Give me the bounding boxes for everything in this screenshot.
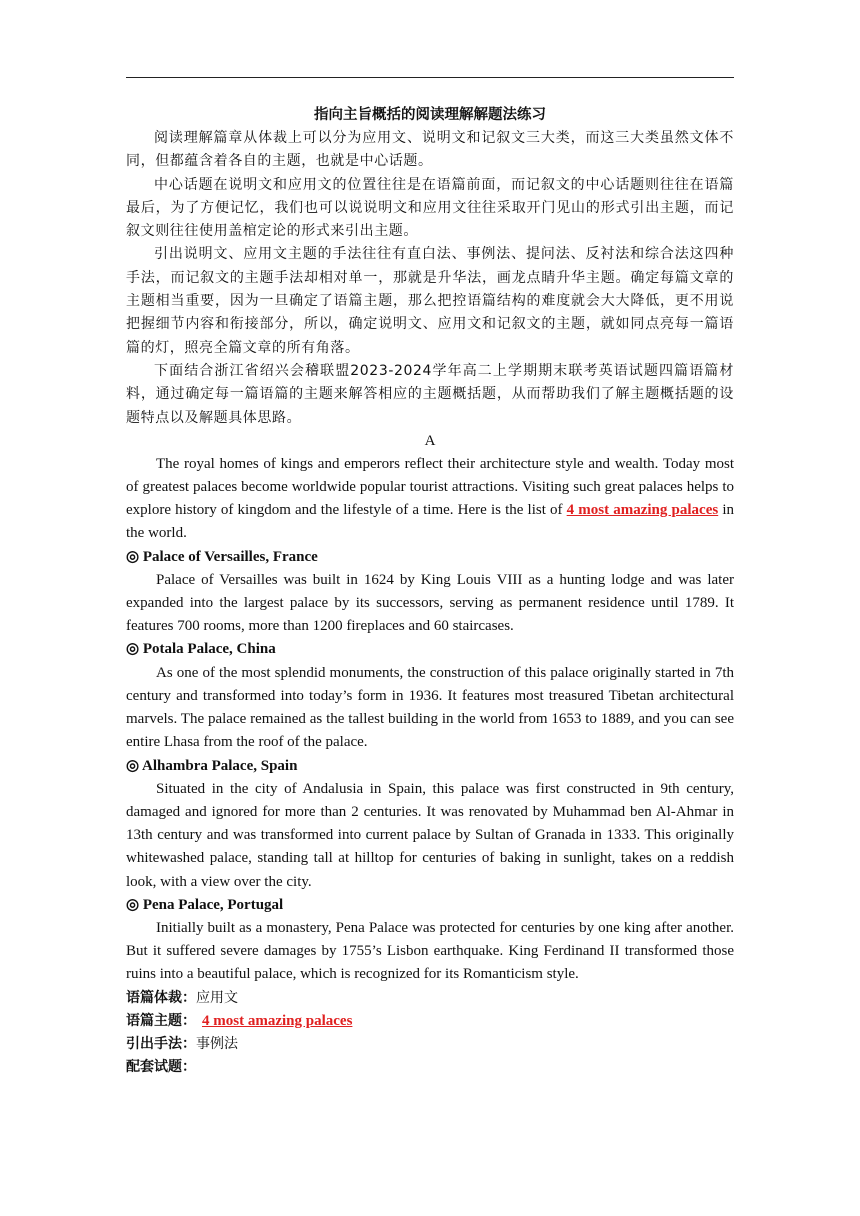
palace-heading-pena: ◎ Pena Palace, Portugal [126,896,284,913]
document-body [126,104,734,1079]
passage-intro [126,453,734,546]
genre-label: 语篇体裁： [126,989,196,1006]
section-label: A [424,432,436,449]
passage-intro-text: The royal homes of kings and emperors reflect their architecture style and wealth. Today most of greatest palaces become worldwide popular tourist attractions. Visiting such great palaces helps to explore history of kingdom and the lifestyle of a time. Here is the list of [126,455,734,519]
palace-heading-versailles: ◎ Palace of Versailles, France [126,548,318,565]
palace-text-pena: Initially built as a monastery, Pena Palace was protected for centuries by one king after another. But it suffered severe damages by 1755’s Lisbon earthquake. King Ferdinand II transformed those ruins into a beautiful palace, which is recognized for its Romanticism style. [126,919,734,983]
questions-line [126,1056,734,1079]
palace-text-versailles: Palace of Versailles was built in 1624 by King Louis VIII as a hunting lodge and was later expanded into the largest palace by its successors, serving as permanent residence until 1789. It features 700 rooms, more than 1200 fireplaces and 60 staircases. [126,571,734,635]
method-line [126,1033,734,1056]
passage-intro-end: in the world. [126,502,735,542]
genre-value: 应用文 [196,989,238,1006]
palace-heading-alhambra: ◎ Alhambra Palace, Spain [126,757,298,774]
palace-text-potala: As one of the most splendid monuments, the construction of this palace originally started in 7th century and transformed into today’s form in 1936. It features most treasured Tibetan architectural marvels. The palace remained as the tallest building in the world from 1653 to 1889, and you can see entire Lhasa from the roof of the palace. [126,664,734,751]
header-rule [126,77,734,78]
theme-value: 4 most amazing palaces [202,1012,353,1029]
theme-highlight: 4 most amazing palaces [566,502,719,519]
palace-heading-potala: ◎ Potala Palace, China [126,641,276,658]
method-value: 事例法 [196,1035,238,1052]
intro-paragraph-1: 阅读理解篇章从体裁上可以分为应用文、说明文和记叙文三大类，而这三大类虽然文体不同，但都蕴含着各自的主题，也就是中心话题。 [126,130,734,170]
genre-line [126,987,734,1010]
intro-paragraph-3: 引出说明文、应用文主题的手法往往有直白法、事例法、提问法、反衬法和综合法这四种手法，而记叙文的主题手法却相对单一，那就是升华法，画龙点睛升华主题。确定每篇文章的主题相当重要，因为一旦确定了语篇主题，那么把控语篇结构的难度就会大大降低，更不用说把握细节内容和衔接部分，所以，确定说明文、应用文和记叙文的主题，就如同点亮每一篇语篇的灯，照亮全篇文章的所有角落。 [126,246,734,356]
method-label: 引出手法： [126,1035,196,1052]
page-title: 指向主旨概括的阅读理解解题法练习 [314,107,546,123]
theme-line [126,1010,734,1033]
intro-paragraph-2: 中心话题在说明文和应用文的位置往往是在语篇前面，而记叙文的中心话题则往往在语篇最后，为了方便记忆，我们也可以说说明文和应用文往往采取开门见山的形式引出主题，而记叙文则往往使用盖棺定论的形式来引出主题。 [126,176,734,240]
palace-text-alhambra: Situated in the city of Andalusia in Spain, this palace was first constructed in 9th century, damaged and ignored for more than 2 centuries. It was renovated by Muhammad ben Al-Ahmar in 13th century and was transformed into current palace by Sultan of Granada in 1333. This originally whitewashed palace, standing tall at hilltop for centuries of baking in sunlight, takes on a reddish look, with a view over the city. [126,780,734,890]
intro-paragraph-4: 下面结合浙江省绍兴会稽联盟2023-2024学年高二上学期期末联考英语试题四篇语篇材料，通过确定每一篇语篇的主题来解答相应的主题概括题，从而帮助我们了解主题概括题的设题特点以及解题具体思路。 [126,362,734,426]
questions-label: 配套试题： [126,1059,196,1076]
theme-label: 语篇主题： [126,1012,196,1029]
